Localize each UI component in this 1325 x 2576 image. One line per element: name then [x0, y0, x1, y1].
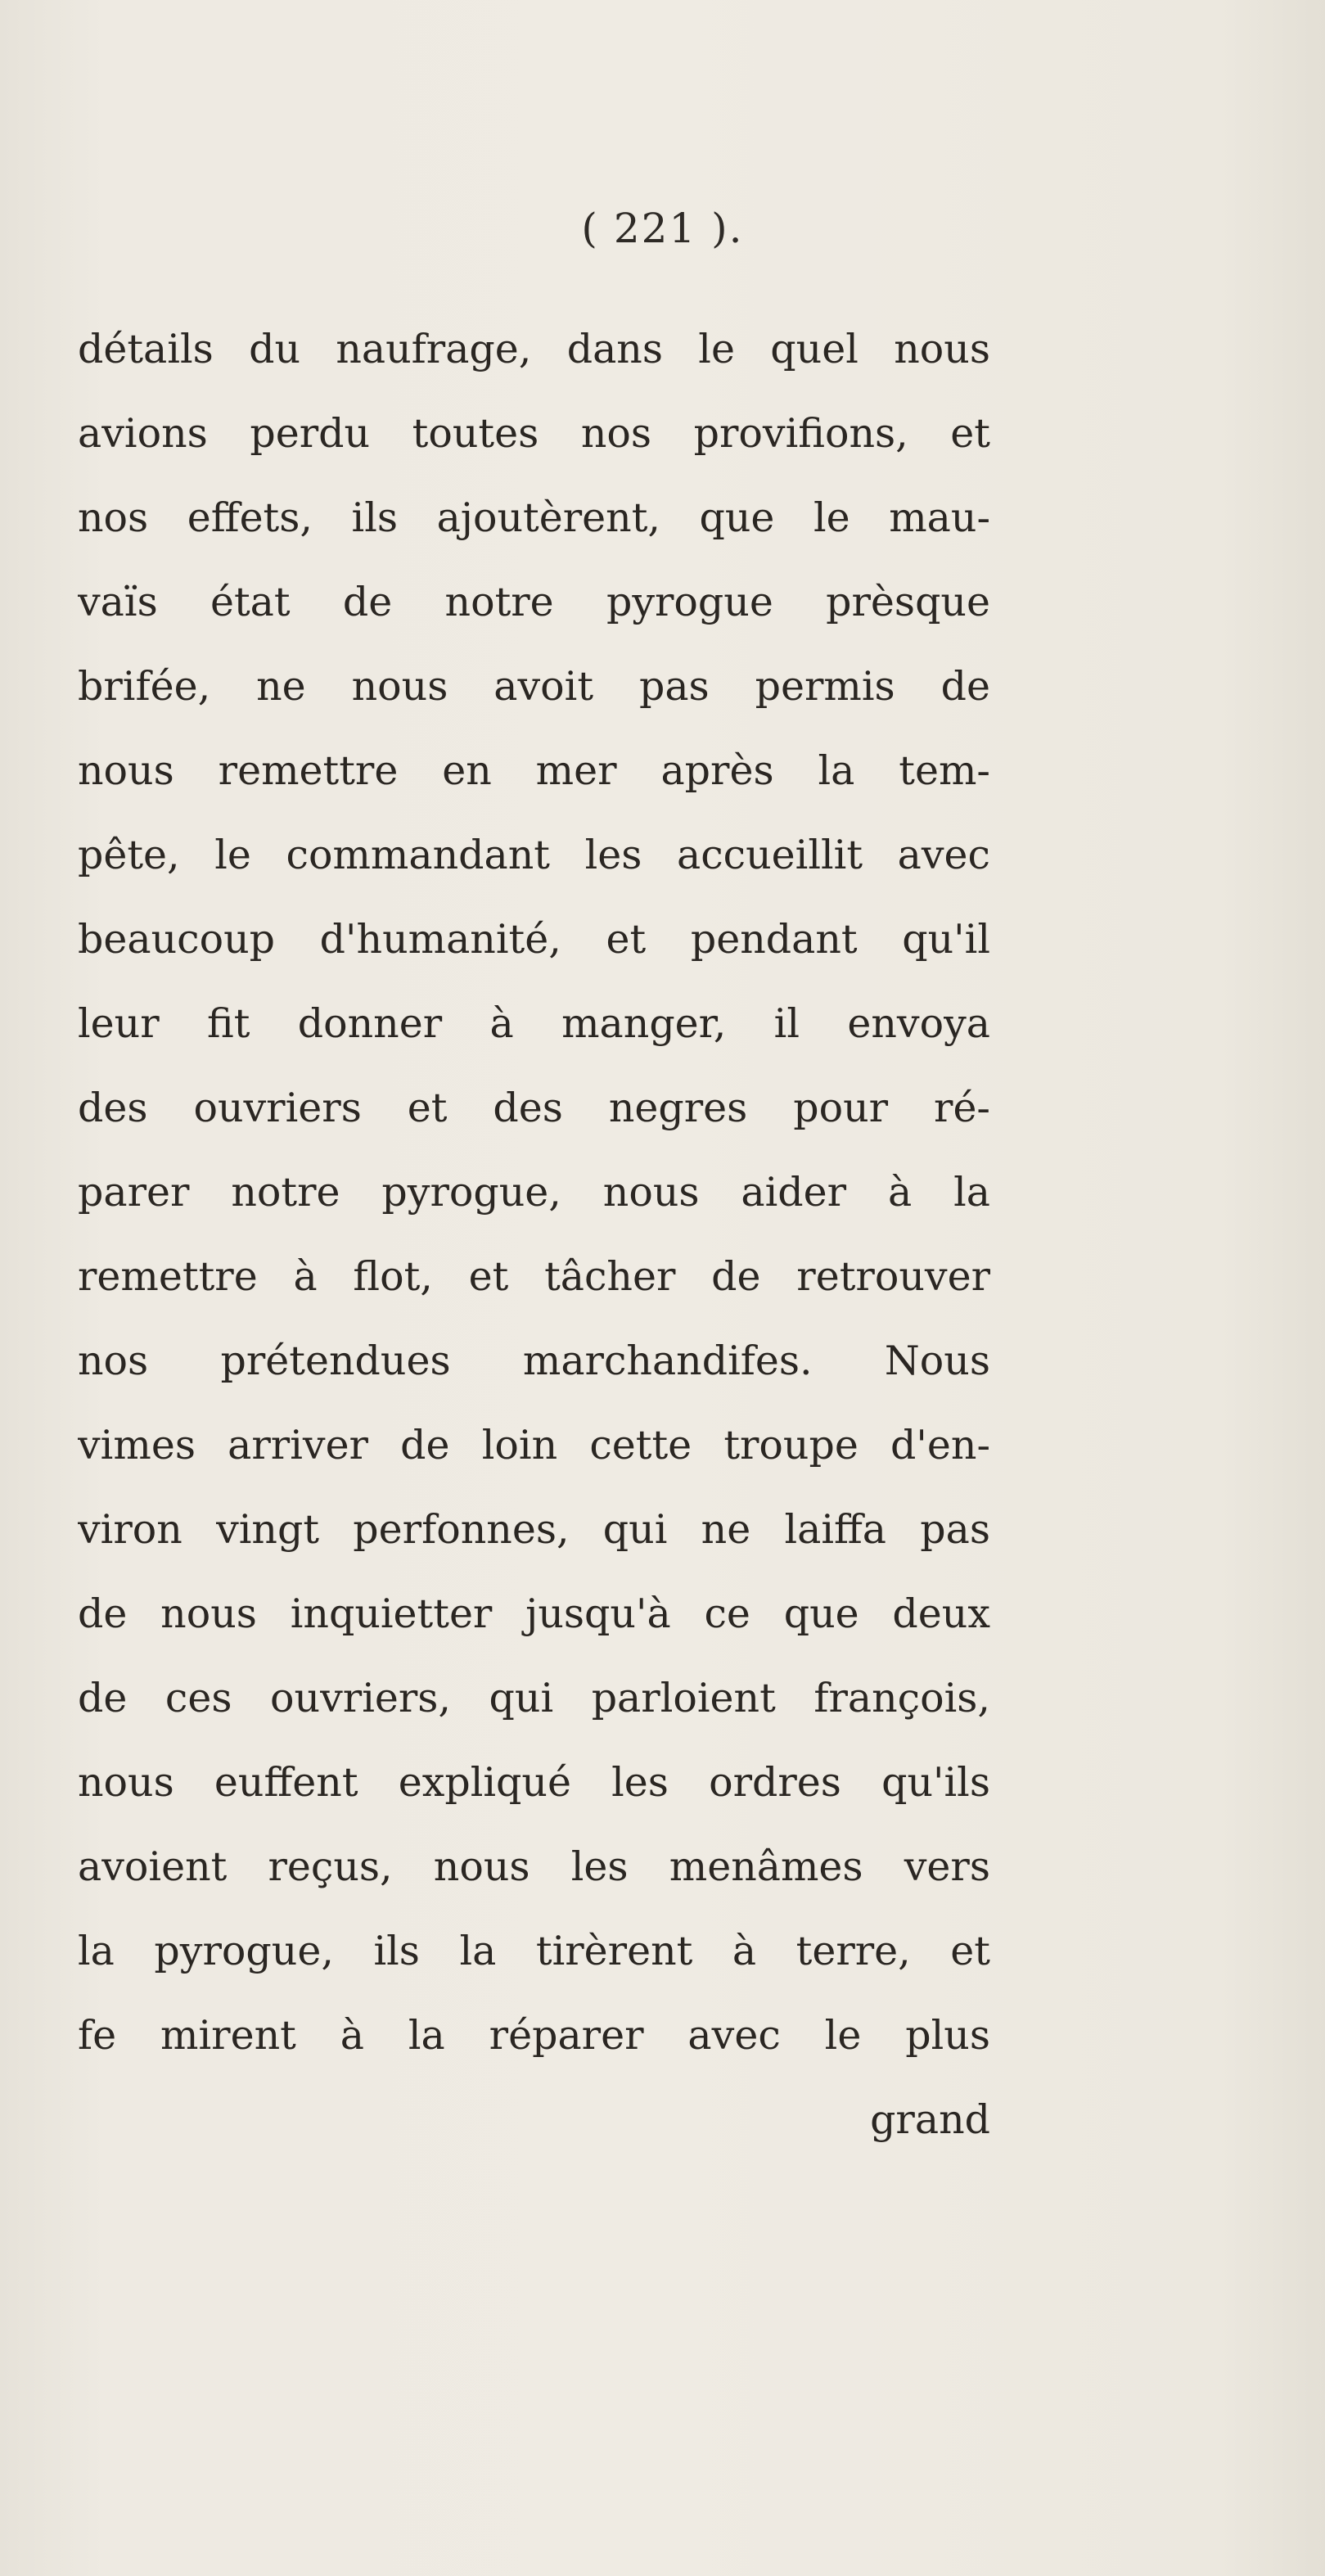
text-line: viron vingt perfonnes, qui ne laiffa pas — [78, 1506, 990, 1553]
text-line: avions perdu toutes nos provifions, et — [78, 410, 990, 457]
text-line: remettre à flot, et tâcher de retrouver — [78, 1253, 990, 1300]
text-line: avoient reçus, nous les menâmes vers — [78, 1843, 990, 1890]
text-line: nous remettre en mer après la tem- — [78, 747, 990, 794]
text-line: de ces ouvriers, qui parloient françois, — [78, 1675, 990, 1721]
text-line: nos prétendues marchandifes. Nous — [78, 1338, 990, 1384]
text-line: fe mirent à la réparer avec le plus — [78, 2012, 990, 2059]
body-text — [78, 307, 990, 2162]
text-line: leur fit donner à manger, il envoya — [78, 1000, 990, 1047]
text-line: nos effets, ils ajoutèrent, que le mau- — [78, 494, 990, 541]
text-line: de nous inquietter jusqu'à ce que deux — [78, 1590, 990, 1637]
page-number: ( 221 ). — [581, 205, 744, 252]
text-line: la pyrogue, ils la tirèrent à terre, et — [78, 1928, 990, 1974]
text-line: détails du naufrage, dans le quel nous — [78, 326, 990, 372]
text-line: parer notre pyrogue, nous aider à la — [78, 1169, 990, 1216]
text-line: brifée, ne nous avoit pas permis de — [78, 663, 990, 710]
text-line: pête, le commandant les accueillit avec — [78, 832, 990, 878]
text-line: vimes arriver de loin cette troupe d'en- — [78, 1422, 990, 1468]
text-line: vaïs état de notre pyrogue prèsque — [78, 579, 990, 625]
text-line: nous euffent expliqué les ordres qu'ils — [78, 1759, 990, 1806]
text-line: des ouvriers et des negres pour ré- — [78, 1085, 990, 1131]
text-line: beaucoup d'humanité, et pendant qu'il — [78, 916, 990, 963]
catchword: grand — [870, 2096, 990, 2143]
